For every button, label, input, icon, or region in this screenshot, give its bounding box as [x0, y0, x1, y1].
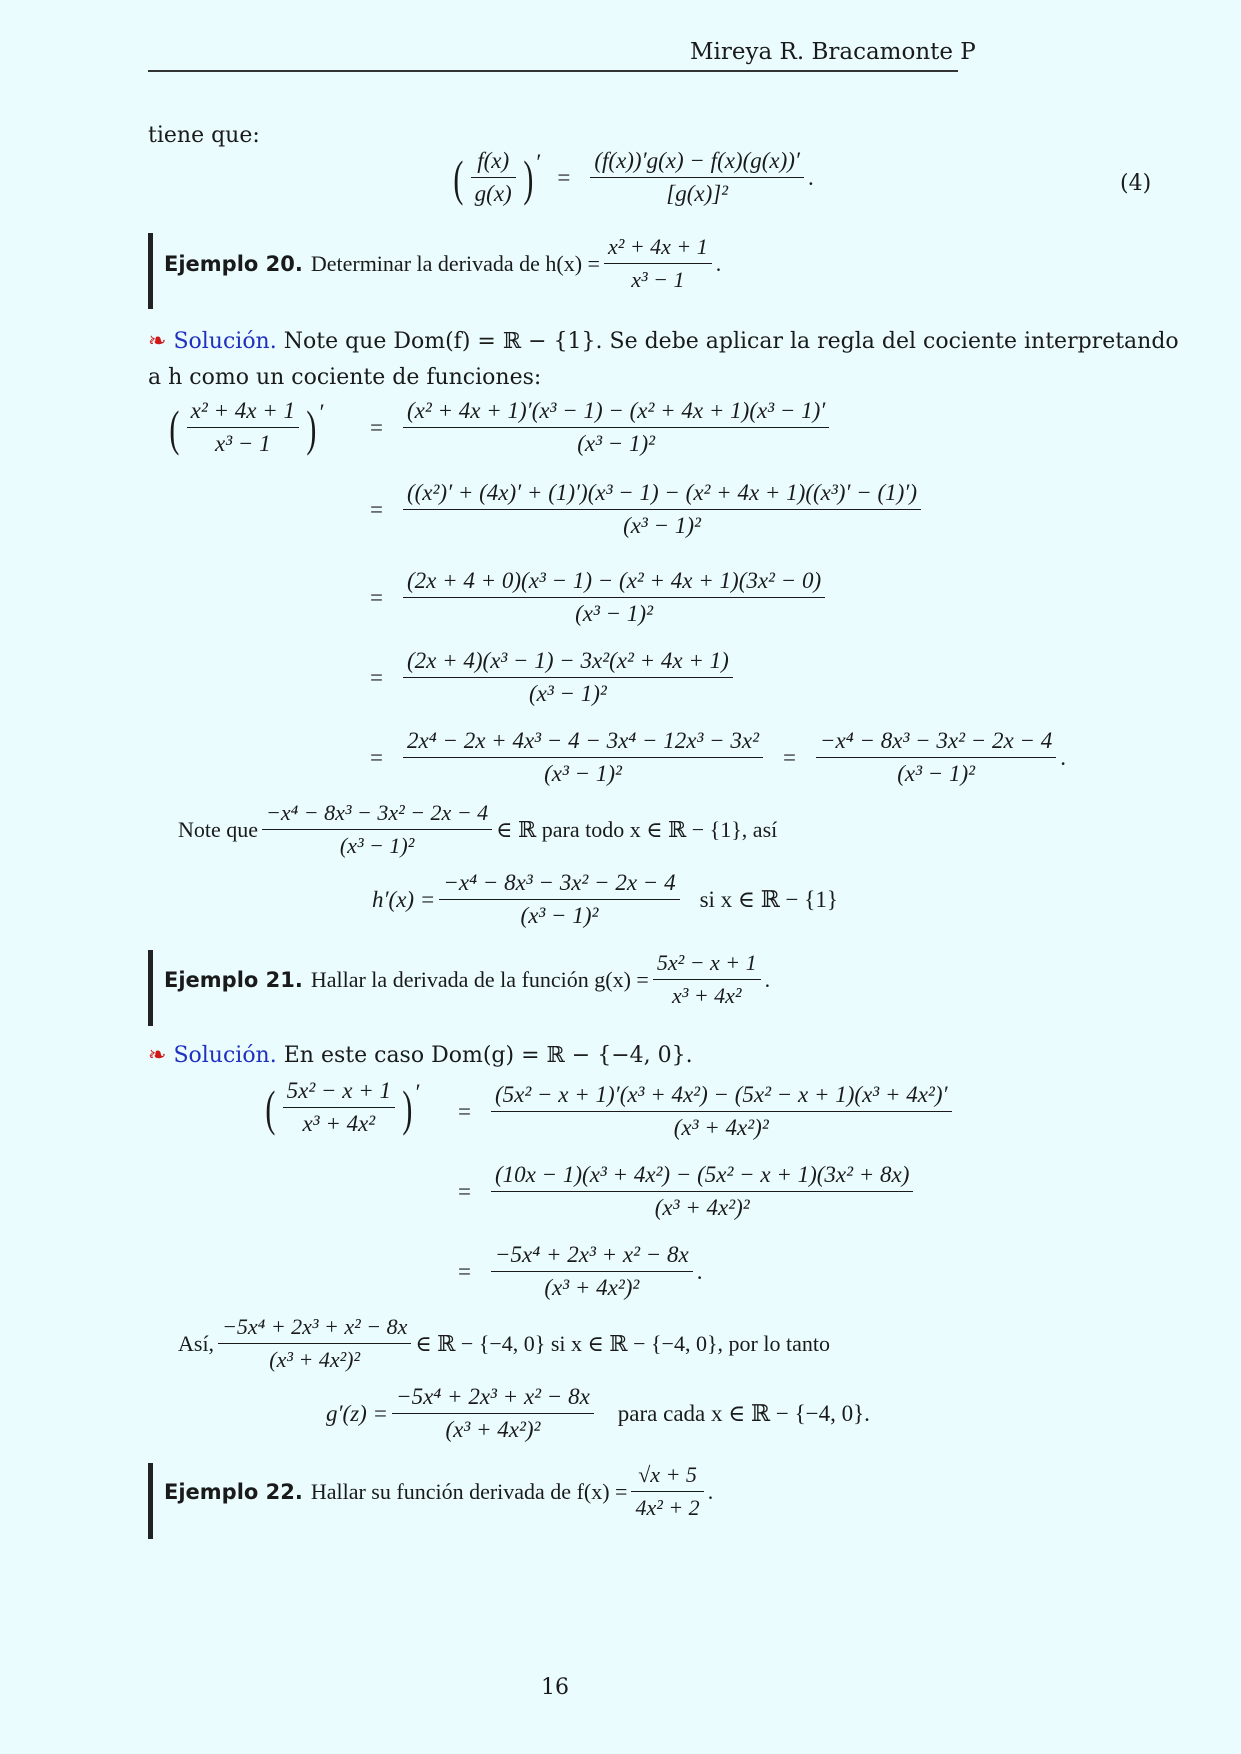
deriv20-step-2: = $\frac{\text{((x²)′ + (4x)′ + (1)′)(x³ − 1) − (x² + 4x + 1)((x³)′ − (1)′)}}{\text{(x³ − 1)²}}$: [354, 480, 925, 539]
note-suffix: ∈ ℝ para todo x ∈ ℝ − {1}, así: [496, 816, 778, 842]
d20-s2-den: (x³ − 1)²: [403, 509, 921, 539]
equation-tag: (4): [1120, 171, 1152, 196]
d20-s4-num: (2x + 4)(x³ − 1) − 3x²(x² + 4x + 1): [406, 648, 729, 673]
d20-s5-den: (x³ − 1)²: [403, 757, 763, 787]
solution-20-line1: [148, 328, 1179, 356]
ex20-den: x³ − 1: [604, 263, 712, 293]
asi-suffix: ∈ ℝ − {−4, 0} si x ∈ ℝ − {−4, 0}, por lo tanto: [415, 1330, 830, 1356]
ex21-den: x³ + 4x²: [653, 979, 761, 1009]
example-bar: [148, 233, 153, 309]
deriv20-step-5: = $\frac{\text{2x⁴ − 2x + 4x³ − 4 − 3x⁴ − 12x³ − 3x²}}{\text{(x³ − 1)²}}$ = $\frac{\text{−x⁴ − 8x³ − 3x² − 2x − 4}}{\text{(x³ − 1)²}}$ .: [370, 728, 1067, 786]
example-22-label: Ejemplo 22.: [164, 1479, 303, 1504]
example-20-text: Determinar la derivada de h(x) =: [310, 250, 600, 276]
example-bar: [148, 950, 153, 1026]
deriv20-lhs: ( $\frac{\text{x² + 4x + 1}}{\text{x³ − 1}}$ ) ′: [169, 398, 325, 456]
result-g-prime: [326, 1384, 870, 1443]
example-20-label: Ejemplo 20.: [164, 251, 303, 276]
g-prime-cond: para cada x ∈ ℝ − {−4, 0}.: [617, 1400, 870, 1426]
d20-final-den: (x³ − 1)²: [816, 757, 1056, 787]
d20-s2-num: ((x²)′ + (4x)′ + (1)′)(x³ − 1) − (x² + 4x + 1)((x³)′ − (1)′): [406, 480, 917, 505]
example-22: Ejemplo 22. Hallar su función derivada de f(x) = $\frac{√x + 5}{\text{4x² + 2}}$ .: [164, 1462, 714, 1520]
asi-line: [178, 1314, 830, 1373]
d20-s1-num: (x² + 4x + 1)′(x³ − 1) − (x² + 4x + 1)(x³ − 1)′: [406, 398, 826, 423]
d21-s3-den: (x³ + 4x²)²: [491, 1271, 693, 1301]
deriv20-step-3: = $\frac{\text{(2x + 4 + 0)(x³ − 1) − (x² + 4x + 1)(3x² − 0)}}{\text{(x³ − 1)²}}$: [354, 568, 829, 627]
leaf-icon: ❧: [148, 1043, 167, 1068]
deriv20-step-1: = $\frac{\text{(x² + 4x + 1)′(x³ − 1) − (x² + 4x + 1)(x³ − 1)′}}{\text{(x³ − 1)²}}$: [354, 398, 833, 457]
d20-lhs-num: x² + 4x + 1: [190, 398, 296, 423]
solution-21-text: En este caso Dom(g) = ℝ − {−4, 0}.: [283, 1043, 693, 1068]
d21-s2-den: (x³ + 4x²)²: [491, 1191, 913, 1221]
example-22-text: Hallar su función derivada de f(x) =: [310, 1478, 628, 1504]
deriv21-lhs: ( $\frac{\text{5x² − x + 1}}{\text{x³ + 4x²}}$ ) ′: [265, 1078, 421, 1136]
d20-final-num: −x⁴ − 8x³ − 3x² − 2x − 4: [820, 728, 1053, 753]
solution-20-line2: a h como un cociente de funciones:: [148, 365, 542, 390]
note-line: [178, 800, 777, 859]
h-prime-num: −x⁴ − 8x³ − 3x² − 2x − 4: [443, 870, 676, 895]
formula-quotient-rule: ( $\frac{f(x)}{g(x)}$ ) ′ = $\frac{(f(x))'g(x) - f(x)(g(x))'}{\text{[g(x)]²}}$ .: [453, 148, 814, 206]
header-author: Mireya R. Bracamonte P: [690, 39, 976, 65]
h-prime-lhs: h′(x) =: [372, 886, 436, 912]
d20-s4-den: (x³ − 1)²: [403, 677, 733, 707]
d21-lhs-num: 5x² − x + 1: [286, 1078, 392, 1103]
note-prefix: Note que: [178, 816, 259, 842]
example-20: Ejemplo 20. Determinar la derivada de h(x) = $\frac{\text{x² + 4x + 1}}{\text{x³ − 1}}$ .: [164, 234, 722, 292]
solution-label: Solución.: [173, 1043, 277, 1068]
deriv21-step-1: = $\frac{\text{(5x² − x + 1)′(x³ + 4x²) − (5x² − x + 1)(x³ + 4x²)′}}{\text{(x³ + 4x²)²}}$: [442, 1082, 956, 1141]
f4-rhs-den: [g(x)]²: [590, 177, 804, 207]
d20-s3-den: (x³ − 1)²: [403, 597, 825, 627]
asi-prefix: Así,: [178, 1330, 215, 1356]
g-prime-lhs: g′(z) =: [326, 1400, 389, 1426]
d20-lhs-den: x³ − 1: [187, 427, 299, 457]
ex20-num: x² + 4x + 1: [607, 234, 708, 259]
deriv21-step-3: = $\frac{\text{−5x⁴ + 2x³ + x² − 8x}}{\text{(x³ + 4x²)²}}$ .: [458, 1242, 703, 1300]
f4-rhs-num: (f(x))′g(x) − f(x)(g(x))′: [594, 148, 800, 173]
ex22-num: √x + 5: [638, 1462, 697, 1487]
ex22-den: 4x² + 2: [631, 1491, 703, 1521]
h-prime-den: (x³ − 1)²: [439, 899, 679, 929]
f4-lhs-den: g(x): [471, 177, 516, 207]
example-bar: [148, 1463, 153, 1539]
d21-s1-num: (5x² − x + 1)′(x³ + 4x²) − (5x² − x + 1)(x³ + 4x²)′: [494, 1082, 948, 1107]
page-number: 16: [541, 1675, 569, 1700]
d20-s3-num: (2x + 4 + 0)(x³ − 1) − (x² + 4x + 1)(3x² − 0): [406, 568, 822, 593]
example-21-label: Ejemplo 21.: [164, 967, 303, 992]
note-num: −x⁴ − 8x³ − 3x² − 2x − 4: [266, 800, 489, 825]
f4-lhs-num: f(x): [477, 148, 510, 173]
asi-num: −5x⁴ + 2x³ + x² − 8x: [222, 1314, 408, 1339]
leaf-icon: ❧: [148, 329, 167, 354]
intro-text: tiene que:: [148, 123, 260, 148]
d21-s3-num: −5x⁴ + 2x³ + x² − 8x: [494, 1242, 689, 1267]
deriv20-step-4: = $\frac{\text{(2x + 4)(x³ − 1) − 3x²(x² + 4x + 1)}}{\text{(x³ − 1)²}}$: [354, 648, 737, 707]
solution-20-text: Note que Dom(f) = ℝ − {1}. Se debe aplicar la regla del cociente interpretando: [283, 329, 1179, 354]
d20-s1-den: (x³ − 1)²: [403, 427, 829, 457]
solution-21-line1: [148, 1042, 693, 1070]
g-prime-num: −5x⁴ + 2x³ + x² − 8x: [396, 1384, 590, 1409]
d21-s1-den: (x³ + 4x²)²: [491, 1111, 952, 1141]
deriv21-step-2: = $\frac{\text{(10x − 1)(x³ + 4x²) − (5x² − x + 1)(3x² + 8x)}}{\text{(x³ + 4x²)²}}$: [442, 1162, 917, 1221]
d21-lhs-den: x³ + 4x²: [283, 1107, 395, 1137]
h-prime-cond: si x ∈ ℝ − {1}: [699, 886, 838, 912]
example-21: Ejemplo 21. Hallar la derivada de la función g(x) = $\frac{\text{5x² − x + 1}}{\text{x³ + 4x²}}$ .: [164, 950, 771, 1008]
solution-label: Solución.: [173, 329, 277, 354]
note-den: (x³ − 1)²: [262, 829, 492, 859]
ex21-num: 5x² − x + 1: [656, 950, 757, 975]
d21-s2-num: (10x − 1)(x³ + 4x²) − (5x² − x + 1)(3x² + 8x): [494, 1162, 910, 1187]
example-21-text: Hallar la derivada de la función g(x) =: [310, 966, 649, 992]
g-prime-den: (x³ + 4x²)²: [392, 1413, 594, 1443]
d20-s5-num: 2x⁴ − 2x + 4x³ − 4 − 3x⁴ − 12x³ − 3x²: [406, 728, 760, 753]
result-h-prime: [372, 870, 838, 929]
header-rule: [148, 70, 958, 72]
asi-den: (x³ + 4x²)²: [218, 1343, 411, 1373]
